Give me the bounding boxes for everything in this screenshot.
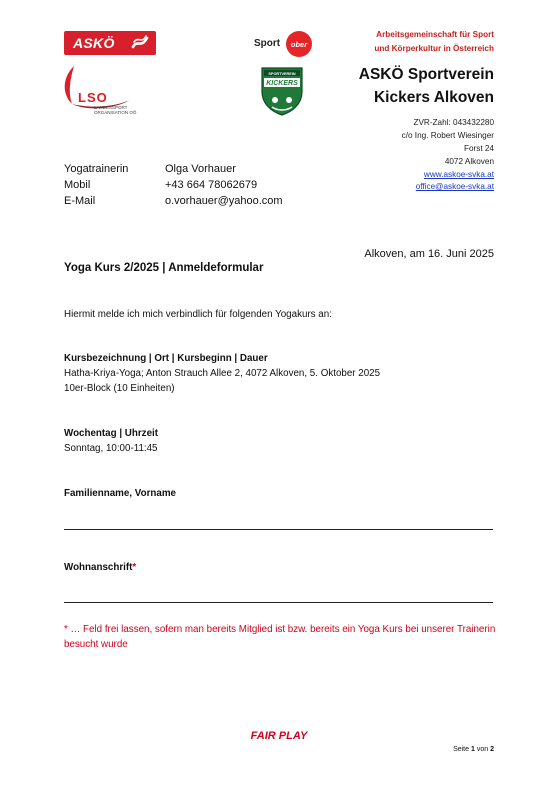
required-asterisk: * [132, 562, 137, 573]
form-title: Yoga Kurs 2/2025 | Anmeldeformular [64, 262, 264, 274]
club-name-line-1: ASKÖ Sportverein [358, 66, 494, 83]
fair-play-footer: FAIR PLAY [250, 730, 308, 742]
address-co: c/o Ing. Robert Wiesinger [401, 131, 494, 140]
lso-logo [60, 64, 140, 116]
address-field-line[interactable] [64, 602, 493, 603]
address-street: Forst 24 [463, 144, 494, 153]
kickers-shield-logo [258, 66, 306, 116]
course-line-1: Hatha-Kriya-Yoga; Anton Strauch Allee 2, 4072 Alkoven, 5. Oktober 2025 [64, 368, 381, 379]
sport-logo-text: Sport [254, 38, 281, 49]
contact-label-trainer: Yogatrainerin [64, 163, 129, 175]
name-field-line[interactable] [64, 529, 493, 530]
lso-logo-text: LSO [78, 90, 108, 105]
contact-label-email: E-Mail [64, 195, 96, 207]
ober-logo-text: ober [290, 39, 308, 49]
contact-label-mobile: Mobil [64, 179, 91, 191]
email-link[interactable]: office@askoe-svka.at [415, 182, 494, 191]
contact-value-trainer: Olga Vorhauer [165, 163, 236, 175]
askoe-logo [64, 31, 156, 55]
club-name-line-2: Kickers Alkoven [373, 89, 494, 106]
org-name-line-2: und Körperkultur in Österreich [374, 44, 494, 53]
address-field-label: Wohnanschrift* [64, 562, 137, 573]
website-link[interactable]: www.askoe-svka.at [423, 170, 494, 179]
intro-text: Hiermit melde ich mich verbindlich für folgenden Yogakurs an: [64, 309, 332, 320]
schedule-heading: Wochentag | Uhrzeit [64, 428, 159, 439]
kickers-logo-top-text: SPORTVEREIN [268, 72, 296, 76]
contact-value-mobile: +43 664 78062679 [165, 179, 258, 191]
askoe-swirl-icon [130, 34, 150, 52]
schedule-value: Sonntag, 10:00-11:45 [64, 443, 158, 454]
zvr-number: ZVR-Zahl: 043432280 [413, 118, 494, 127]
lso-logo-subtitle: LANDESSPORT ORGANISATION OÖ [94, 105, 137, 115]
contact-value-email: o.vorhauer@yahoo.com [165, 195, 283, 207]
page-number: Seite 1 von 2 [453, 746, 494, 753]
kickers-logo-main-text: KICKERS [266, 80, 298, 87]
org-name-line-1: Arbeitsgemeinschaft für Sport [376, 30, 494, 39]
sport-ober-logo [286, 31, 312, 57]
course-line-2: 10er-Block (10 Einheiten) [64, 383, 175, 394]
askoe-logo-text: ASKÖ [73, 35, 115, 51]
required-field-note: * … Feld frei lassen, sofern man bereits Mitglied ist bzw. bereits ein Yoga Kurs bei unserer Trainerin besucht wurde [64, 624, 496, 650]
course-heading: Kursbezeichnung | Ort | Kursbeginn | Dauer [64, 353, 268, 364]
name-field-label: Familienname, Vorname [64, 488, 176, 499]
address-city: 4072 Alkoven [444, 157, 494, 166]
date-line: Alkoven, am 16. Juni 2025 [364, 248, 494, 260]
